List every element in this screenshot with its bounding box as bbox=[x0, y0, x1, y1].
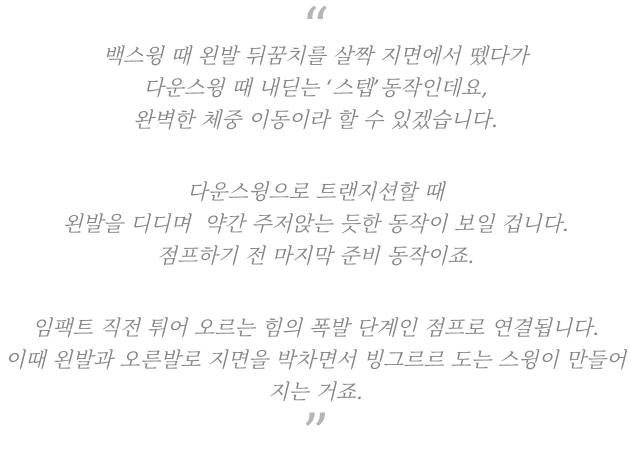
quote-line: 백스윙 때 왼발 뒤꿈치를 살짝 지면에서 뗐다가 bbox=[102, 44, 529, 68]
quote-line: 다운스윙으로 트랜지션할 때 bbox=[187, 180, 444, 204]
quote-line: 완벽한 체중 이동이라 할 수 있겠습니다. bbox=[133, 108, 498, 132]
quote-paragraph-3 bbox=[0, 312, 631, 408]
quote-line: 이때 왼발과 오른발로 지면을 박차면서 빙그르르 도는 스윙이 만들어지는 거죠. bbox=[4, 348, 627, 404]
quote-paragraph-2 bbox=[0, 176, 631, 272]
quote-body bbox=[0, 40, 631, 408]
quote-paragraph-1 bbox=[0, 40, 631, 136]
close-quote-icon: ” bbox=[301, 402, 330, 465]
open-quote-icon: “ bbox=[301, 0, 330, 59]
quote-line: 임팩트 직전 튀어 오르는 힘의 폭발 단계인 점프로 연결됩니다. bbox=[31, 316, 600, 340]
quote-line: 다운스윙 때 내딛는 ‘스텝’동작인데요, bbox=[143, 76, 488, 100]
quote-line: 점프하기 전 마지막 준비 동작이죠. bbox=[156, 244, 475, 268]
quote-line: 왼발을 디디며 약간 주저앉는 듯한 동작이 보일 겁니다. bbox=[62, 212, 569, 236]
